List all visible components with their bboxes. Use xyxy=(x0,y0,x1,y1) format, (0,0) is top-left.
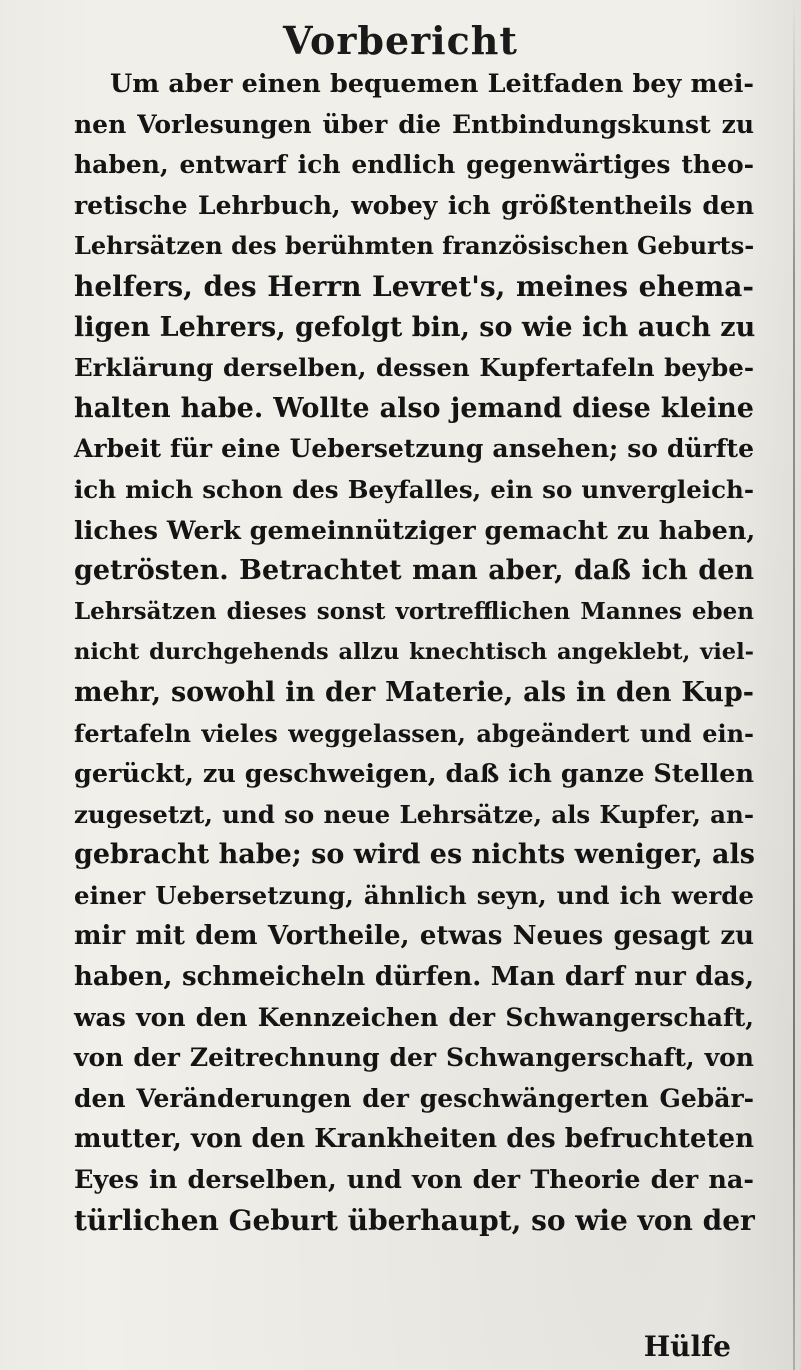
text-line: Arbeit für eine Uebersetzung ansehen; so dürfte xyxy=(74,434,754,464)
page-edge-shadow xyxy=(793,0,795,1370)
catchword: Hülfe xyxy=(643,1330,731,1363)
text-line: mir mit dem Vortheile, etwas Neues gesagt zu xyxy=(74,921,754,952)
text-line: gebracht habe; so wird es nichts weniger, als xyxy=(74,839,755,871)
text-line: von der Zeitrechnung der Schwangerschaft, von xyxy=(74,1043,754,1073)
text-line: einer Uebersetzung, ähnlich seyn, und ich werde xyxy=(74,880,754,910)
text-line: mehr, sowohl in der Materie, als in den Kup- xyxy=(74,676,754,708)
text-line: den Veränderungen der geschwängerten Gebär- xyxy=(74,1083,754,1113)
text-line: Erklärung derselben, dessen Kupfertafeln beybe- xyxy=(74,353,754,383)
text-line: gerückt, zu geschweigen, daß ich ganze Stellen xyxy=(74,759,754,790)
text-line: Lehrsätzen dieses sonst vortrefflichen Mannes eben xyxy=(74,597,754,625)
body-text xyxy=(74,64,754,1241)
text-line: Um aber einen bequemen Leitfaden bey mei- xyxy=(110,69,754,99)
text-line: zugesetzt, und so neue Lehrsätze, als Kupfer, an- xyxy=(74,799,754,829)
text-line: ich mich schon des Beyfalles, ein so unvergleich- xyxy=(74,474,754,504)
text-line: Lehrsätzen des berühmten französischen Geburts- xyxy=(74,231,755,261)
text-line: nen Vorlesungen über die Entbindungskunst zu xyxy=(74,109,754,139)
text-line: mutter, von den Krankheiten des befruchteten xyxy=(74,1124,754,1155)
text-line: türlichen Geburt überhaupt, so wie von der xyxy=(74,1203,755,1237)
running-head: Vorbericht xyxy=(283,18,518,63)
text-line: getrösten. Betrachtet man aber, daß ich den xyxy=(74,555,754,587)
text-line: fertafeln vieles weggelassen, abgeändert und ein- xyxy=(74,718,754,748)
text-line: was von den Kennzeichen der Schwangerschaft, xyxy=(74,1002,754,1032)
text-line: retische Lehrbuch, wobey ich größtentheils den xyxy=(74,190,754,220)
text-line: ligen Lehrers, gefolgt bin, so wie ich auch zu xyxy=(74,311,756,343)
text-line: haben, entwarf ich endlich gegenwärtiges theo- xyxy=(74,150,754,180)
text-line: Eyes in derselben, und von der Theorie der na- xyxy=(74,1165,754,1196)
text-line: haben, schmeicheln dürfen. Man darf nur das, xyxy=(74,962,754,993)
text-line: halten habe. Wollte also jemand diese kleine xyxy=(74,392,754,424)
text-line: nicht durchgehends allzu knechtisch angeklebt, viel- xyxy=(74,639,754,666)
text-line: helfers, des Herrn Levret's, meines ehema- xyxy=(74,269,754,303)
text-line: liches Werk gemeinnütziger gemacht zu haben, xyxy=(74,515,756,546)
